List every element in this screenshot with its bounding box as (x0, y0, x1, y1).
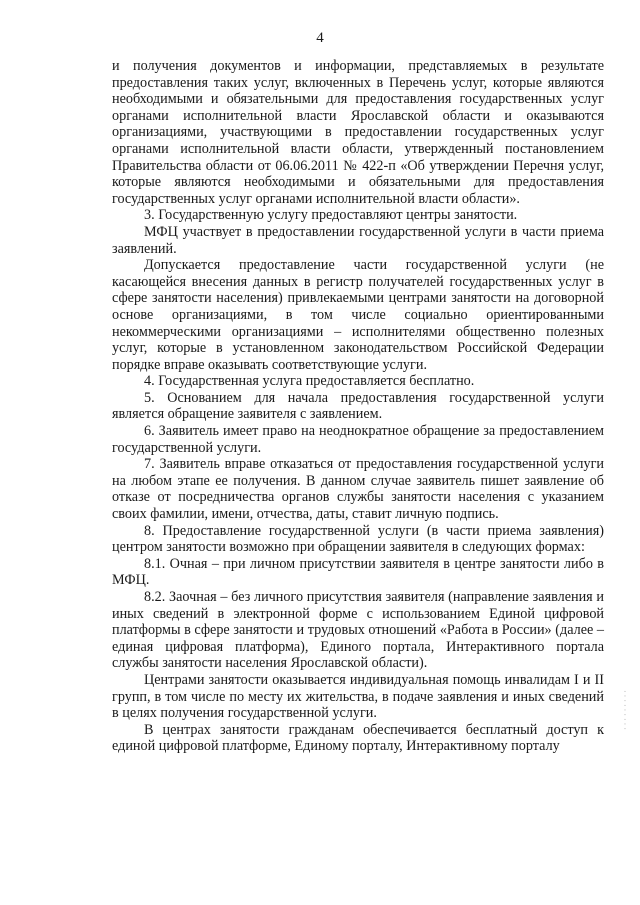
paragraph-5: 5. Основанием для начала предоставления государственной услуги является обращение заявителя с заявлением. (112, 389, 604, 423)
paragraph-6: 6. Заявитель имеет право на неоднократное обращение за предоставлением государственной услуги. (112, 423, 604, 456)
paragraph-8-1: 8.1. Очная – при личном присутствии заявителя в центре занятости либо в МФЦ. (112, 555, 604, 589)
paragraph-organizations: Допускается предоставление части государственной услуги (не касающейся внесения данных в регистр получателей государственных услуг в сфере занятости населения) привлекаемыми центрами занятости на договорной основе организациями, в том числе социально ориентированными некоммерческими организациями – исполнителями общественно полезных услуг, которые в установленном законодательством Российской Федерации порядке вправе оказывать соответствующие услуги. (112, 257, 604, 373)
paragraph-8: 8. Предоставление государственной услуги (в части приема заявления) центром занятости возможно при обращении заявителя в следующих формах: (112, 522, 604, 556)
paragraph-7: 7. Заявитель вправе отказаться от предоставления государственной услуги на любом этапе ее получения. В данном случае заявитель пишет заявление об отказе от посредничества органов службы занятости населения с указанием своих фамилии, имени, отчества, даты, ставит личную подпись. (112, 456, 604, 523)
page-number: 4 (316, 30, 324, 46)
margin-marks: · · · · · · · · · (620, 690, 629, 730)
paragraph-3: 3. Государственную услугу предоставляют центры занятости. (144, 207, 518, 224)
paragraph-4: 4. Государственная услуга предоставляется бесплатно. (144, 373, 475, 390)
paragraph-continuation: и получения документов и информации, представляемых в результате предоставления таких услуг, включенных в Перечень услуг, которые являются необходимыми и обязательными для предоставления государственных услуг органами исполнительной власти Ярославской области и оказываются организациями, участвующими в предоставлении государственных услуг органами исполнительной власти области, утвержденный постановлением Правительства области от 06.06.2011 № 422-п «Об утверждении Перечня услуг, которые являются необходимыми и обязательными для предоставления государственных услуг органами исполнительной власти области». (112, 58, 604, 207)
paragraph-assistance: Центрами занятости оказывается индивидуальная помощь инвалидам I и II групп, в том числе по месту их жительства, в подаче заявления и иных сведений в целях получения государственной услуги. (112, 671, 604, 722)
paragraph-free-access: В центрах занятости гражданам обеспечивается бесплатный доступ к единой цифровой платформе, Единому порталу, Интерактивному порталу (112, 721, 604, 755)
paragraph-mfc: МФЦ участвует в предоставлении государственной услуги в части приема заявлений. (112, 223, 604, 257)
paragraph-8-2: 8.2. Заочная – без личного присутствия заявителя (направление заявления и иных сведений в электронной форме с использованием Единой цифровой платформы в сфере занятости и трудовых отношений «Работа в России» (далее – единая цифровая платформа), Единого портала, Интерактивного портала службы занятости населения Ярославской области). (112, 589, 604, 672)
document-body (112, 58, 604, 755)
